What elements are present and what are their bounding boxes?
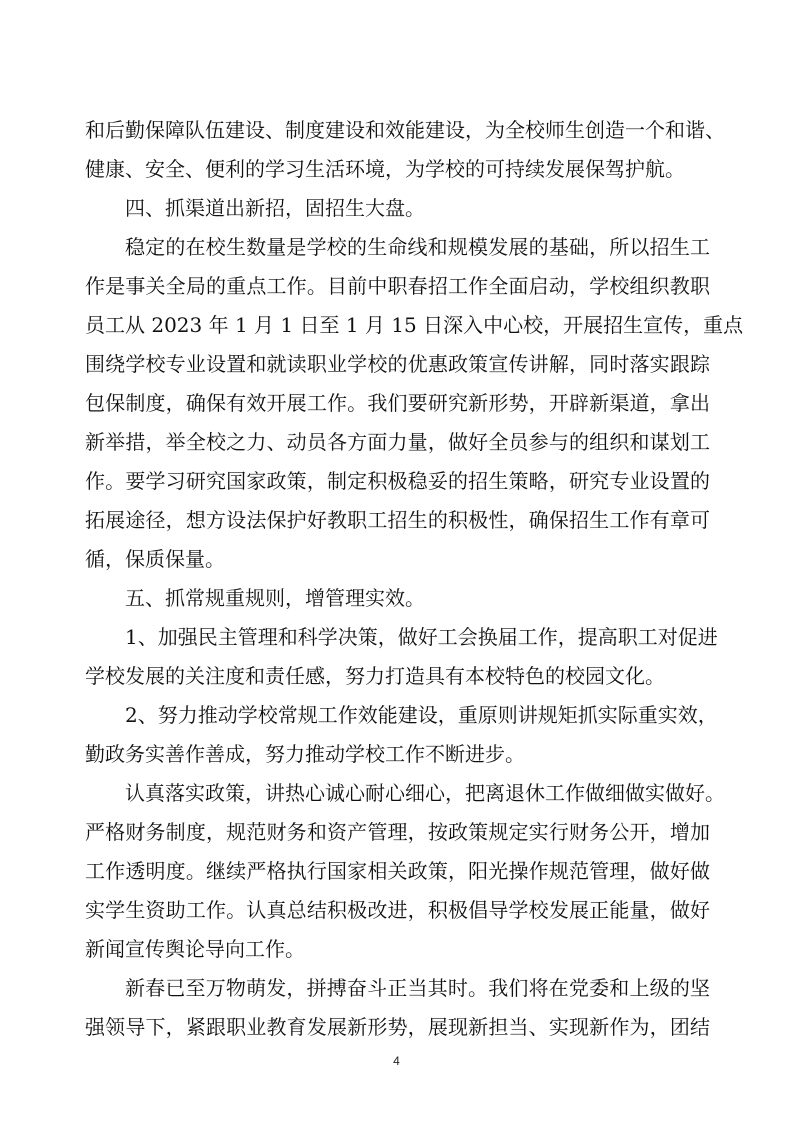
text-line-1: 和后勤保障队伍建设、制度建设和效能建设，为全校师生创造一个和谐、 (85, 118, 725, 142)
text-line-19: 严格财务制度，规范财务和资产管理，按政策规定实行财务公开，增加 (85, 820, 710, 844)
text-line-7: 围绕学校专业设置和就读职业学校的优惠政策宣传讲解，同时落实跟踪 (85, 352, 710, 376)
text-line-4: 稳定的在校生数量是学校的生命线和规模发展的基础，所以招生工 (125, 235, 710, 259)
text-line-22: 新闻宣传舆论导向工作。 (85, 937, 305, 961)
text-line-15: 学校发展的关注度和责任感，努力打造具有本校特色的校园文化。 (85, 664, 665, 688)
text-line-10: 作。要学习研究国家政策，制定积极稳妥的招生策略，研究专业设置的 (85, 469, 710, 493)
text-line-12: 循，保质保量。 (85, 547, 225, 571)
text-line-24: 强领导下，紧跟职业教育发展新形势，展现新担当、实现新作为，团结 (85, 1015, 710, 1039)
text-line-17: 勤政务实善作善成，努力推动学校工作不断进步。 (85, 742, 525, 766)
section-heading-4: 四、抓渠道出新招，固招生大盘。 (125, 196, 425, 220)
text-line-11: 拓展途径，想方设法保护好教职工招生的积极性，确保招生工作有章可 (85, 508, 710, 532)
text-line-20: 工作透明度。继续严格执行国家相关政策，阳光操作规范管理，做好做 (85, 859, 710, 883)
text-line-9: 新举措，举全校之力、动员各方面力量，做好全员参与的组织和谋划工 (85, 430, 710, 454)
text-line-5: 作是事关全局的重点工作。目前中职春招工作全面启动，学校组织教职 (85, 274, 710, 298)
text-line-2: 健康、安全、便利的学习生活环境，为学校的可持续发展保驾护航。 (85, 157, 685, 181)
page-number: 4 (393, 1054, 400, 1068)
text-line-14: 1、加强民主管理和科学决策，做好工会换届工作，提高职工对促进 (125, 625, 718, 649)
text-line-18: 认真落实政策，讲热心诚心耐心细心，把离退休工作做细做实做好。 (125, 781, 725, 805)
text-line-8: 包保制度，确保有效开展工作。我们要研究新形势，开辟新渠道，拿出 (85, 391, 710, 415)
text-line-23: 新春已至万物萌发，拼搏奋斗正当其时。我们将在党委和上级的坚 (125, 976, 710, 1000)
section-heading-5: 五、抓常规重规则，增管理实效。 (125, 586, 425, 610)
text-line-16: 2、努力推动学校常规工作效能建设，重原则讲规矩抓实际重实效， (125, 703, 718, 727)
text-line-21: 实学生资助工作。认真总结积极改进，积极倡导学校发展正能量，做好 (85, 898, 710, 922)
text-line-6: 员工从 2023 年 1 月 1 日至 1 月 15 日深入中心校，开展招生宣传，重点 (85, 313, 744, 337)
